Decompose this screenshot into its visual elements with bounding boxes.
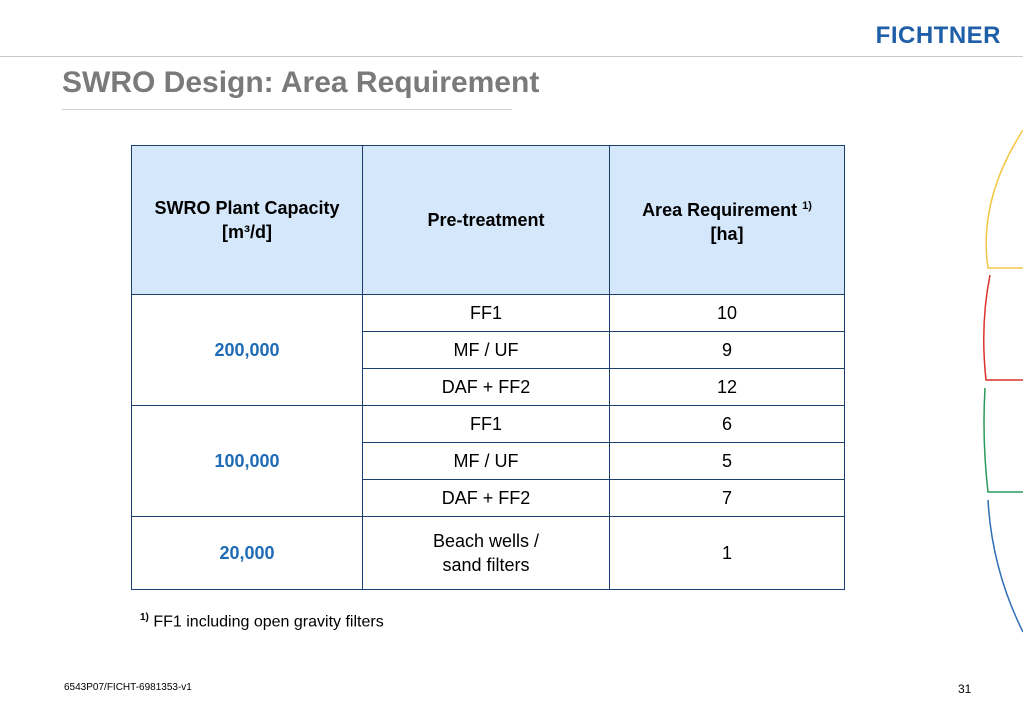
capacity-cell: 20,000	[132, 517, 363, 590]
footnote	[140, 612, 384, 631]
title-underline	[62, 109, 512, 110]
decor-arc-yellow	[986, 130, 1023, 268]
table-header-row	[132, 146, 845, 295]
pretreatment-cell	[363, 517, 610, 590]
pretreatment-line: Beach wells /	[432, 531, 540, 551]
header-capacity-label: SWRO Plant Capacity	[154, 198, 340, 218]
decor-arc-green	[984, 388, 1023, 492]
capacity-cell: 100,000	[132, 406, 363, 517]
pretreatment-cell: FF1	[363, 406, 610, 443]
header-divider	[0, 56, 1023, 57]
pretreatment-cell: MF / UF	[363, 443, 610, 480]
header-area-footnote-marker: 1)	[802, 200, 812, 212]
header-pretreatment: Pre-treatment	[363, 146, 610, 295]
pretreatment-cell: DAF + FF2	[363, 480, 610, 517]
footnote-marker: 1)	[140, 612, 149, 623]
area-cell: 6	[610, 406, 845, 443]
area-requirement-table	[131, 145, 845, 590]
pretreatment-line: sand filters	[442, 555, 530, 575]
table-row	[132, 517, 845, 590]
pretreatment-cell: MF / UF	[363, 332, 610, 369]
page-number: 31	[958, 682, 972, 696]
pretreatment-cell: FF1	[363, 295, 610, 332]
pretreatment-cell: DAF + FF2	[363, 369, 610, 406]
header-capacity-unit: [m³/d]	[222, 222, 272, 242]
table-row	[132, 406, 845, 443]
header-area-unit: [ha]	[710, 224, 744, 244]
header-area	[610, 146, 845, 295]
area-cell: 7	[610, 480, 845, 517]
area-cell: 5	[610, 443, 845, 480]
area-cell: 9	[610, 332, 845, 369]
footnote-text: FF1 including open gravity filters	[153, 613, 384, 631]
decor-arc-blue	[988, 500, 1023, 632]
table-row	[132, 295, 845, 332]
area-cell: 12	[610, 369, 845, 406]
header-capacity	[132, 146, 363, 295]
page-title: SWRO Design: Area Requirement	[62, 66, 540, 99]
area-cell: 10	[610, 295, 845, 332]
area-cell: 1	[610, 517, 845, 590]
document-id: 6543P07/FICHT-6981353-v1	[64, 682, 192, 693]
decor-arc-red	[984, 275, 1023, 380]
fichtner-logo: FICHTNER	[875, 22, 1001, 49]
capacity-cell: 200,000	[132, 295, 363, 406]
header-area-label: Area Requirement	[642, 200, 798, 220]
decorative-arcs	[978, 120, 1023, 640]
